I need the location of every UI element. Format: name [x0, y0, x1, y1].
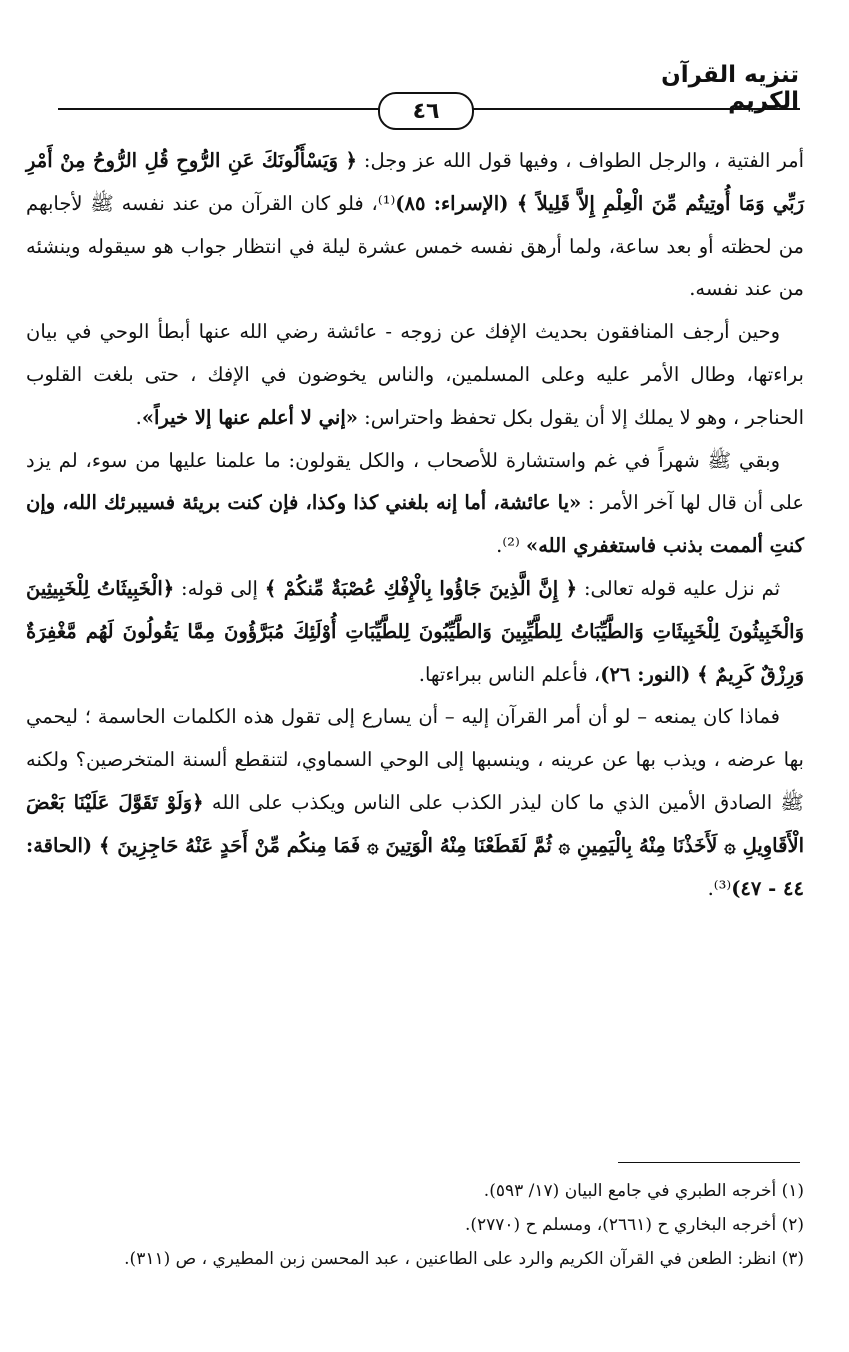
footnote-3: (٣) انظر: الطعن في القرآن الكريم والرد على الطاعنين ، عبد المحسن زبن المطيري ، ص (٣١١).: [124, 1249, 804, 1269]
footnote-marker: ⁽¹⁾: [377, 191, 396, 215]
hadith-quote: «يا عائشة، أما إنه بلغني كذا وكذا، فإن كنت بريئة فسيبرئك الله، وإن كنتِ ألممت بذنب فاستغفري الله»: [26, 491, 804, 558]
footnote-separator: [618, 1162, 800, 1163]
verse-reference: (النور: ٢٦): [600, 662, 698, 686]
paragraph-4: [26, 568, 804, 696]
footnote-2: (٢) أخرجه البخاري ح (٢٦٦١)، ومسلم ح (٢٧٧٠).: [464, 1215, 804, 1235]
paragraph-4-text-mid: إلى قوله:: [174, 576, 265, 600]
hadith-quote: «إني لا أعلم عنها إلا خيراً»: [141, 405, 358, 429]
paragraph-2-end: .: [135, 405, 142, 429]
paragraph-1: [26, 140, 804, 311]
quran-verse: ﴿ وَيَسْأَلُونَكَ عَنِ الرُّوحِ قُلِ الرُّوحُ مِنْ أَمْرِ رَبِّي وَمَا أُوتِيتُم مِّنَ الْعِلْمِ إِلاَّ قَلِيلاً ﴾: [26, 149, 804, 215]
paragraph-1-text-end: ، فلو كان القرآن من عند نفسه ﷺ لأجابهم من لحظته أو بعد ساعة، ولما أرهق نفسه خمس عشرة ليلة في انتظار جواب هو سيقوله وينشئه من عند نفسه.: [26, 191, 804, 301]
main-text: [26, 140, 804, 910]
paragraph-5-end: .: [707, 876, 714, 900]
paragraph-2-text: وحين أرجف المنافقون بحديث الإفك عن زوجه - عائشة رضي الله عنها أبطأ الوحي في بيان براءتها، وطال الأمر عليه وعلى المسلمين، والناس يخوضون في الإفك ، حتى بلغت القلوب الحناجر ، وهو لا يملك إلا أن يقول بكل تحفظ واحتراس:: [26, 320, 804, 429]
verse-reference: (الحاقة: ٤٤ - ٤٧): [26, 833, 804, 900]
paragraph-2: [26, 311, 804, 439]
running-header-title: تنزيه القرآن الكريم: [661, 62, 799, 114]
verse-reference: (الإسراء: ٨٥): [395, 191, 517, 215]
paragraph-3-end: .: [496, 534, 503, 558]
quran-verse: ﴿ إِنَّ الَّذِينَ جَاؤُوا بِالْإِفْكِ عُصْبَةٌ مِّنكُمْ ﴾: [264, 576, 578, 600]
paragraph-5-text: فماذا كان يمنعه – لو أن أمر القرآن إليه – أن يسارع إلى تقول هذه الكلمات الحاسمة ؛ ليحمي بها عرضه ، ويذب بها عن عرينه ، وينسبها إلى الوحي السماوي، لتنقطع ألسنة المتخرصين؟ ولكنه ﷺ الصادق الأمين الذي ما كان ليذر الكذب على الناس ويكذب على الله: [26, 705, 804, 814]
paragraph-3-text: وبقي ﷺ شهراً في غم واستشارة للأصحاب ، والكل يقولون: ما علمنا عليها من سوء، لم يزد على أن قال لها آخر الأمر :: [26, 448, 804, 515]
paragraph-5: [26, 696, 804, 910]
footnote-1: (١) أخرجه الطبري في جامع البيان (١٧/ ٥٩٣).: [483, 1181, 804, 1201]
footnotes: [26, 1174, 804, 1276]
paragraph-3: [26, 440, 804, 568]
page-number: ٤٦: [378, 92, 474, 130]
paragraph-4-text-end: ، فأعلم الناس ببراءتها.: [418, 662, 601, 686]
paragraph-1-text: أمر الفتية ، والرجل الطواف ، وفيها قول الله عز وجل:: [356, 149, 804, 172]
footnote-marker: ⁽³⁾: [713, 876, 732, 900]
quran-verse: ﴿وَلَوْ تَقَوَّلَ عَلَيْنَا بَعْضَ الْأَقَاوِيلِ ۞ لَأَخَذْنَا مِنْهُ بِالْيَمِينِ ۞ ثُمَّ لَقَطَعْنَا مِنْهُ الْوَتِينَ ۞ فَمَا مِنكُم مِّنْ أَحَدٍ عَنْهُ حَاجِزِينَ ﴾: [26, 790, 804, 857]
paragraph-4-text: ثم نزل عليه قوله تعالى:: [577, 576, 781, 600]
footnote-marker: ⁽²⁾: [502, 534, 526, 558]
quran-verse: ﴿الْخَبِيثَاتُ لِلْخَبِيثِينَ وَالْخَبِيثُونَ لِلْخَبِيثَاتِ وَالطَّيِّبَاتُ لِلطَّيِّبِينَ وَالطَّيِّبُونَ لِلطَّيِّبَاتِ أُوْلَئِكَ مُبَرَّؤُونَ مِمَّا يَقُولُونَ لَهُم مَّغْفِرَةٌ وَرِزْقٌ كَرِيمٌ ﴾: [26, 576, 804, 686]
